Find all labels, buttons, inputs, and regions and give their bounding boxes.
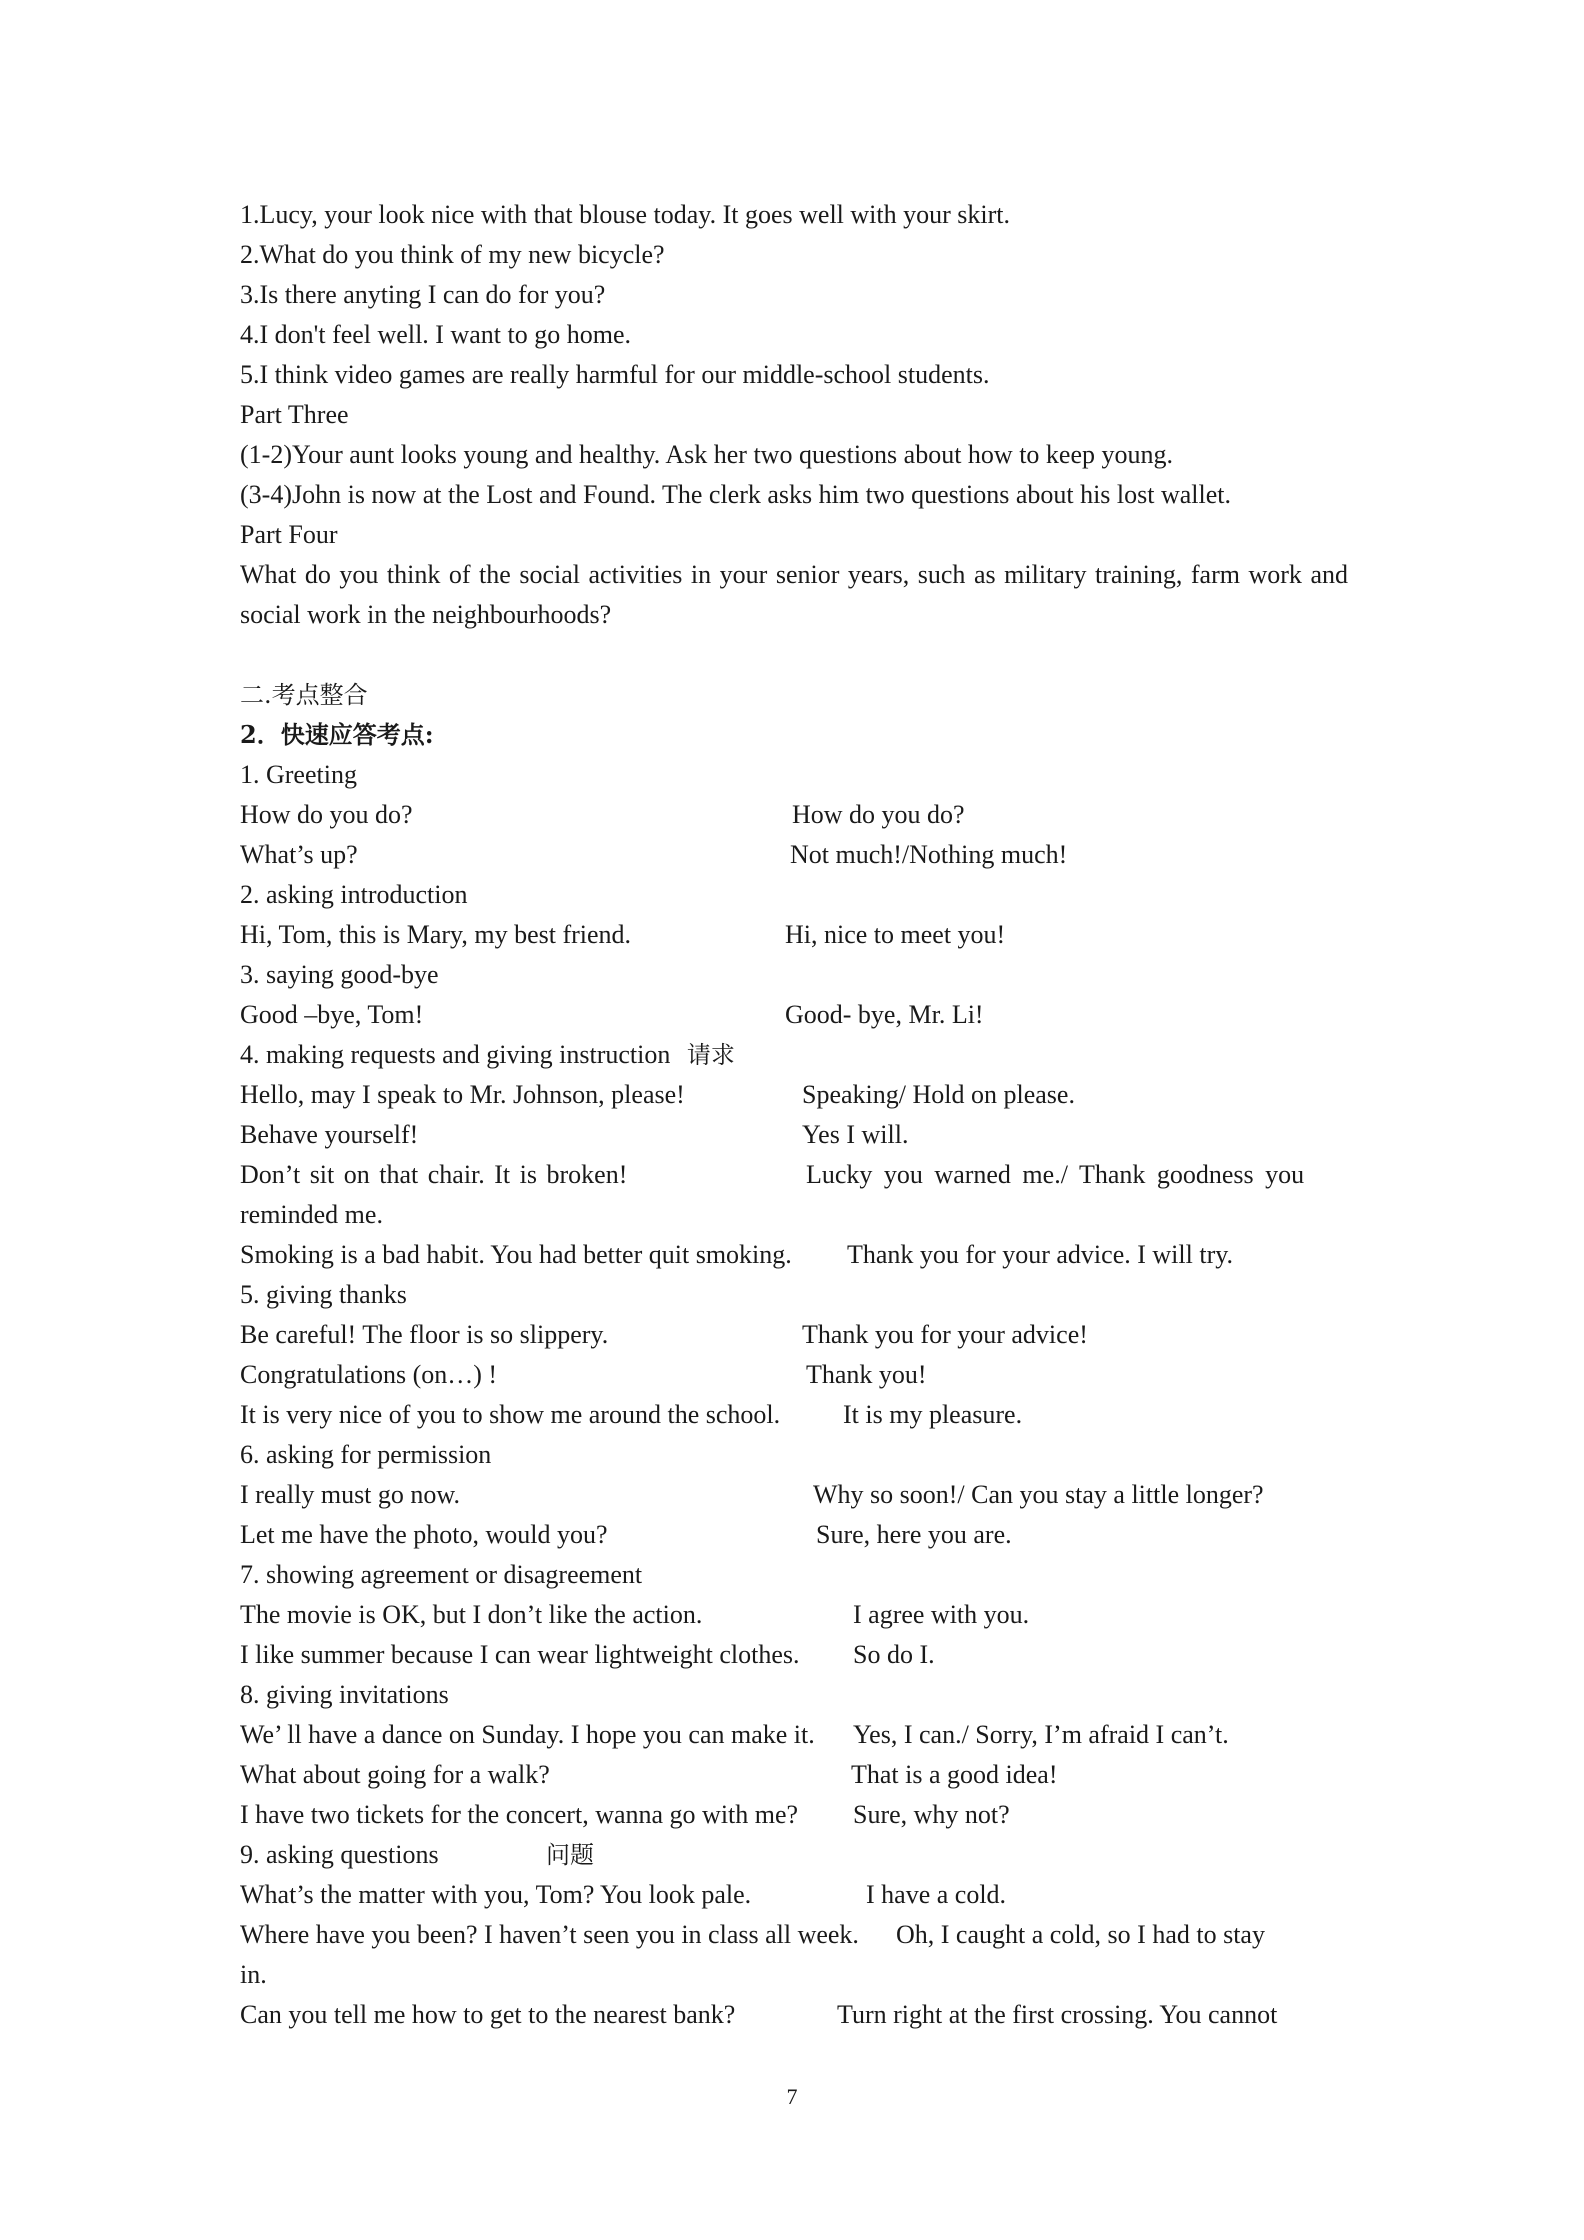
prompt-text: Behave yourself! <box>240 1120 419 1149</box>
response-text: I have a cold. <box>866 1880 1007 1909</box>
response-text: Why so soon!/ Can you stay a little longer? <box>813 1480 1264 1509</box>
response-text: I agree with you. <box>853 1600 1030 1629</box>
response-text: Turn right at the first crossing. You cannot <box>837 2000 1278 2029</box>
page-number: 7 <box>786 2084 798 2109</box>
dialogue-pair <box>240 1715 1348 1755</box>
prompt-text: Let me have the photo, would you? <box>240 1520 608 1549</box>
dialogue-pair <box>240 1595 1348 1635</box>
response-continuation: in. <box>240 1960 267 1989</box>
response-text: Oh, I caught a cold, so I had to stay <box>896 1920 1265 1949</box>
prompt-text: Be careful! The floor is so slippery. <box>240 1320 609 1349</box>
category-title: 3. saying good-bye <box>240 960 439 989</box>
section-subheading: 2．快速应答考点: <box>240 720 434 749</box>
dialogue-pair <box>240 1355 1348 1395</box>
dialogue-pair <box>240 1235 1348 1275</box>
part-three-item: (1-2)Your aunt looks young and healthy. Ask her two questions about how to keep young. <box>240 440 1174 469</box>
dialogue-pair <box>240 915 1348 955</box>
part-four-question: What do you think of the social activities in your senior years, such as military training, farm work and social work in the neighbourhoods? <box>240 560 1348 629</box>
response-text: So do I. <box>853 1640 935 1669</box>
response-text: Yes I will. <box>802 1120 909 1149</box>
category-title: 8. giving invitations <box>240 1680 449 1709</box>
prompt-text: We’ ll have a dance on Sunday. I hope you can make it. <box>240 1720 815 1749</box>
prompt-text: What’s the matter with you, Tom? You look pale. <box>240 1880 752 1909</box>
category-note: 问题 <box>546 1841 594 1869</box>
prompt-text: I like summer because I can wear lightweight clothes. <box>240 1640 800 1669</box>
response-text: Sure, here you are. <box>816 1520 1012 1549</box>
prompt-text: It is very nice of you to show me around the school. <box>240 1400 781 1429</box>
response-text: That is a good idea! <box>851 1760 1058 1789</box>
prompt-text: What’s up? <box>240 840 358 869</box>
part-two-item: 1.Lucy, your look nice with that blouse today. It goes well with your skirt. <box>240 200 1010 229</box>
dialogue-pair <box>240 1635 1348 1675</box>
response-text: Thank you! <box>806 1360 927 1389</box>
dialogue-pair <box>240 995 1348 1035</box>
prompt-text: I really must go now. <box>240 1480 460 1509</box>
dialogue-pair <box>240 1875 1348 1915</box>
dialogue-pair <box>240 1915 1348 1995</box>
part-four-title: Part Four <box>240 520 338 549</box>
dialogue-pair <box>240 1155 1348 1235</box>
dialogue-pair <box>240 1115 1348 1155</box>
category-title: 5. giving thanks <box>240 1280 407 1309</box>
category-title <box>240 1035 1348 1075</box>
spacer <box>240 635 1348 675</box>
response-text: Thank you for your advice. I will try. <box>847 1240 1234 1269</box>
prompt-text: What about going for a walk? <box>240 1760 550 1789</box>
response-text: Good- bye, Mr. Li! <box>785 1000 984 1029</box>
response-text: How do you do? <box>792 800 965 829</box>
section-heading: 二.考点整合 <box>240 681 368 709</box>
response-text: Lucky you warned me./ Thank goodness you <box>806 1160 1305 1189</box>
dialogue-pair <box>240 1755 1348 1795</box>
response-text: Yes, I can./ Sorry, I’m afraid I can’t. <box>853 1720 1229 1749</box>
part-three-title: Part Three <box>240 400 349 429</box>
page-content <box>240 195 1348 2035</box>
category-title: 2. asking introduction <box>240 880 468 909</box>
response-text: It is my pleasure. <box>843 1400 1023 1429</box>
dialogue-pair <box>240 1315 1348 1355</box>
dialogue-pair <box>240 795 1348 835</box>
prompt-text: How do you do? <box>240 800 413 829</box>
dialogue-pair <box>240 1475 1348 1515</box>
dialogue-pair <box>240 1515 1348 1555</box>
response-continuation: reminded me. <box>240 1200 383 1229</box>
part-two-item: 5.I think video games are really harmful for our middle-school students. <box>240 360 990 389</box>
category-title: 1. Greeting <box>240 760 357 789</box>
response-text: Thank you for your advice! <box>802 1320 1088 1349</box>
category-title-text: 4. making requests and giving instruction <box>240 1040 671 1069</box>
prompt-text: Where have you been? I haven’t seen you in class all week. <box>240 1920 859 1949</box>
dialogue-pair <box>240 1995 1348 2035</box>
part-two-item: 2.What do you think of my new bicycle? <box>240 240 665 269</box>
category-note: 请求 <box>686 1041 735 1069</box>
prompt-text: Hello, may I speak to Mr. Johnson, please! <box>240 1080 685 1109</box>
category-title <box>240 1835 1348 1875</box>
category-title: 7. showing agreement or disagreement <box>240 1560 643 1589</box>
prompt-text: The movie is OK, but I don’t like the action. <box>240 1600 703 1629</box>
category-title-text: 9. asking questions <box>240 1840 439 1869</box>
part-two-item: 3.Is there anyting I can do for you? <box>240 280 606 309</box>
part-three-item: (3-4)John is now at the Lost and Found. The clerk asks him two questions about his lost wallet. <box>240 480 1232 509</box>
prompt-text: Hi, Tom, this is Mary, my best friend. <box>240 920 632 949</box>
prompt-text: Smoking is a bad habit. You had better quit smoking. <box>240 1240 792 1269</box>
prompt-text: Can you tell me how to get to the nearest bank? <box>240 2000 736 2029</box>
prompt-text: Don’t sit on that chair. It is broken! <box>240 1160 628 1189</box>
part-two-item: 4.I don't feel well. I want to go home. <box>240 320 631 349</box>
dialogue-pair <box>240 1075 1348 1115</box>
prompt-text: Congratulations (on…) ! <box>240 1360 498 1389</box>
category-title: 6. asking for permission <box>240 1440 492 1469</box>
prompt-text: I have two tickets for the concert, wanna go with me? <box>240 1800 799 1829</box>
response-text: Speaking/ Hold on please. <box>802 1080 1075 1109</box>
dialogue-pair <box>240 835 1348 875</box>
response-text: Not much!/Nothing much! <box>790 840 1068 869</box>
prompt-text: Good –bye, Tom! <box>240 1000 424 1029</box>
dialogue-pair <box>240 1795 1348 1835</box>
dialogue-pair <box>240 1395 1348 1435</box>
response-text: Hi, nice to meet you! <box>785 920 1006 949</box>
response-text: Sure, why not? <box>853 1800 1010 1829</box>
